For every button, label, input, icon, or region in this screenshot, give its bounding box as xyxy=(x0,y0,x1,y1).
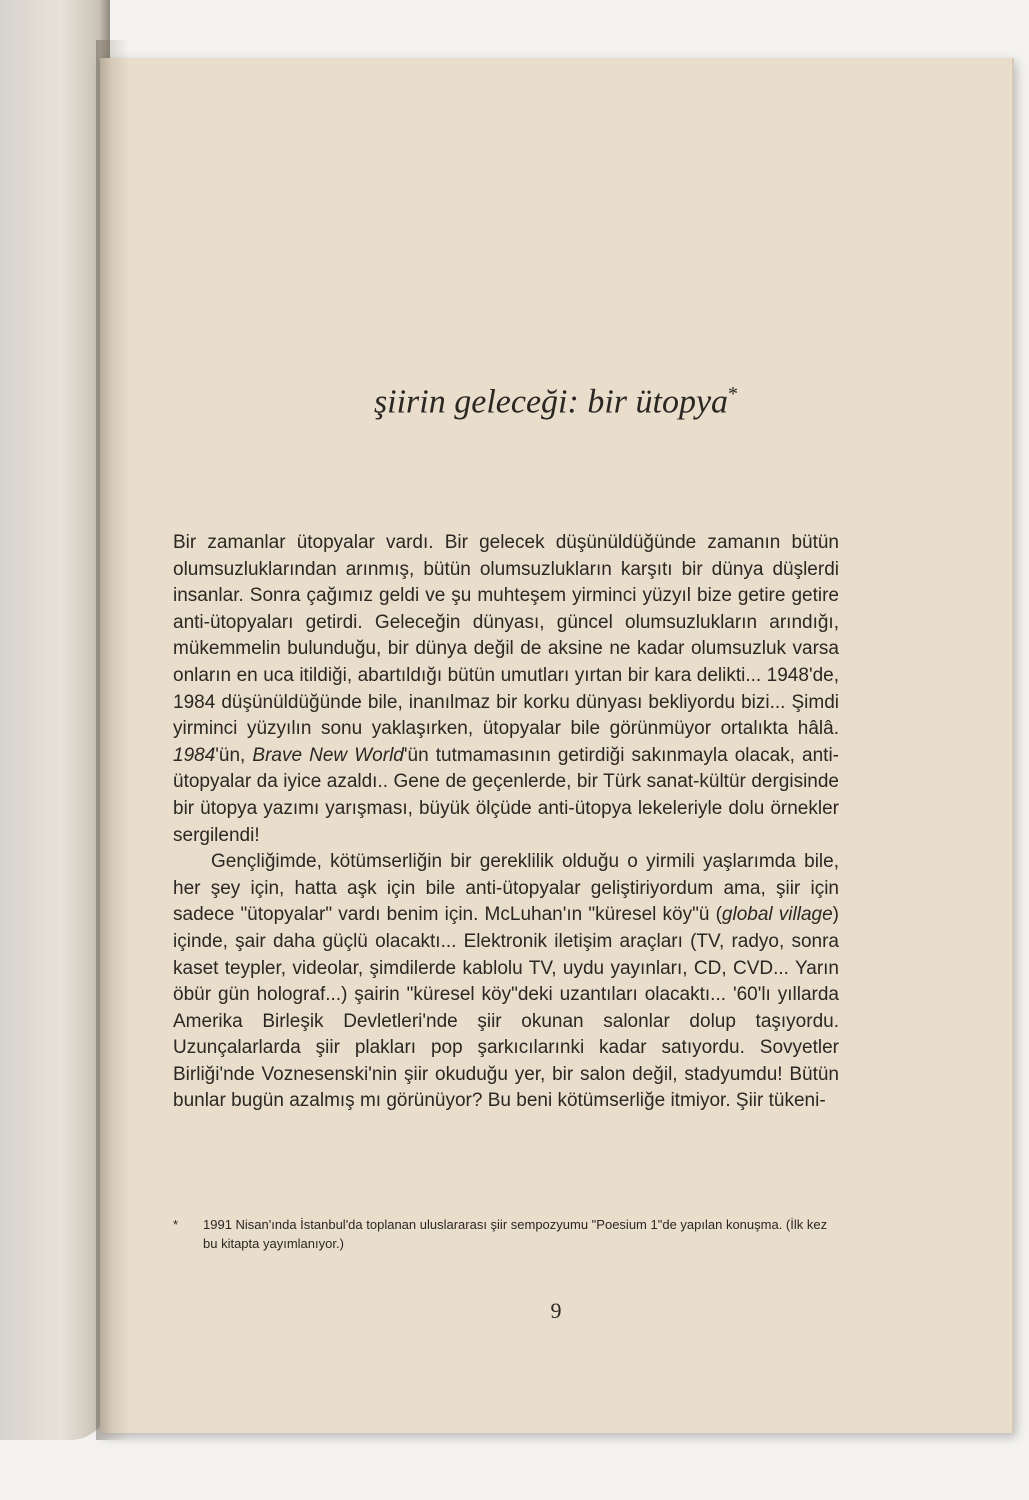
chapter-title xyxy=(100,383,1012,421)
italic-run-global-village: global village xyxy=(721,904,833,926)
text-run: 'ün tutmamasının getirdiği sakınmayla olacak, anti-ütopyalar da iyice azaldı.. Gene de geçenlerde, bir Türk sanat-kültür dergisinde bir ütopya yazımı yarışması, büyük ölçüde anti-ütopya lekeleriyle dolu örnekler sergilendi! xyxy=(173,744,839,846)
paragraph-2 xyxy=(173,849,839,1115)
text-run: Bir zamanlar ütopyalar vardı. Bir gelecek düşünüldüğünde zamanın bütün olumsuzluklarından arınmış, bütün olumsuzlukların karşıtı bir dünya düşlerdi insanlar. Sonra çağımız geldi ve şu muhteşem yirminci yüzyıl bize getire getire anti-ütopyaları getirdi. Geleceğin dünyası, güncel olumsuzlukların arındığı, mükemmelin bulunduğu, bir dünya değil de aksine ne kadar olumsuzluk varsa onların en uca itildiği, abartıldığı bütün umutları yırtan bir kara delikti... 1948'de, 1984 düşünüldüğünde bile, inanılmaz bir korku dünyası bekliyordu bizi... Şimdi yirminci yüzyılın sonu yaklaşırken, ütopyalar bile görünmüyor ortalıkta hâlâ. xyxy=(173,532,839,740)
chapter-title-text: şiirin geleceği: bir ütopya xyxy=(373,383,729,421)
page-number: 9 xyxy=(550,1298,562,1323)
italic-run-1984: 1984 xyxy=(173,744,216,766)
book-gutter xyxy=(96,40,130,1440)
footnote-marker: * xyxy=(173,1217,179,1232)
previous-page-edge xyxy=(0,0,110,1440)
footnote xyxy=(173,1215,843,1253)
body-text xyxy=(173,530,839,1115)
text-run: Gençliğimde, kötümserliğin bir gereklilik olduğu o yirmili yaşlarımda bile, her şey için, hatta aşk için bile anti-ütopyalar geliştiriyordum ama, şiir için sadece "ütopyalar" vardı benim için. McLuhan'ın "küresel köy"ü ( xyxy=(173,851,839,926)
book-page xyxy=(100,58,1014,1433)
footnote-text: 1991 Nisan'ında İstanbul'da toplanan uluslararası şiir sempozyumu "Poesium 1"de yapılan konuşma. (İlk kez bu kitapta yayımlanıyor.) xyxy=(203,1217,828,1251)
paragraph-1 xyxy=(173,530,839,849)
text-run: ) içinde, şair daha güçlü olacaktı... Elektronik iletişim araçları (TV, radyo, sonra kaset teypler, videolar, şimdilerde kablolu TV, uydu yayınları, CD, CVD... Yarın öbür gün holograf...) şairin "küresel köy"deki uzantıları olacaktı... '60'lı yıllarda Amerika Birleşik Devletleri'nde şiir okunan salonlar dolup taşıyordu. Uzunçalarlarda şiir plakları pop şarkıcılarınki kadar satıyordu. Sovyetler Birliği'nde Voznesenski'nin şiir okuduğu yer, bir salon değil, stadyumdu! Bütün bunlar bugün azalmış mı görünüyor? Bu beni kötümserliğe itmiyor. Şiir tükeni- xyxy=(173,904,839,1112)
italic-run-brave-new-world: Brave New World xyxy=(252,744,404,766)
text-run: 'ün, xyxy=(215,744,253,766)
title-footnote-marker: * xyxy=(728,383,739,405)
